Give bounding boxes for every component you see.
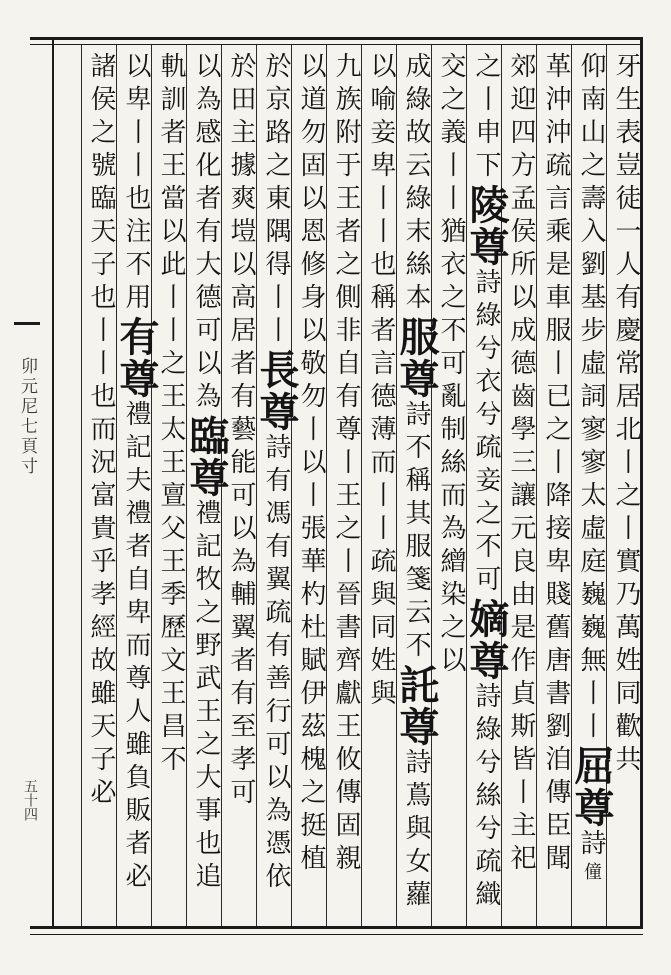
text-run: 九族附于王者之側非自有尊丨王之丨晉書齊獻王攸傳固親 (331, 52, 361, 877)
text-run: 詩綠兮衣兮疏妾之不可 (471, 268, 501, 598)
text-column (393, 52, 440, 922)
margin-top-marks (8, 89, 29, 127)
text-column (568, 52, 615, 922)
headword: 有尊 (113, 316, 160, 400)
text-column (113, 52, 160, 922)
text-column (501, 52, 541, 922)
small-note: 僮 (581, 862, 602, 886)
headword: 陵尊 (463, 184, 510, 268)
text-run: 詩不稱其服箋云不 (401, 400, 431, 664)
text-run: 仰南山之壽入劉基步虛詞寥寥太虛庭巍巍無丨丨 (576, 52, 606, 745)
text-run: 郊迎四方孟侯所以成德齒學三讓元良由是作貞斯皆丨主祀 (506, 52, 536, 877)
text-run: 詩 (576, 829, 606, 862)
bottom-border-rule (30, 926, 643, 929)
text-run: 以喻妾卑丨丨也稱者言德薄而丨丨疏與同姓與 (366, 52, 396, 712)
text-run: 以為感化者有大德可以為 (191, 52, 221, 415)
text-run: 詩蔦與女蘿 (401, 748, 431, 913)
margin-folio: 五十四 (22, 779, 38, 821)
top-border-thin-rule (30, 44, 643, 45)
text-run: 詩綠兮絲兮疏織 (471, 682, 501, 913)
text-run: 詩有馮有翼疏有善行可以為憑依 (261, 433, 291, 895)
text-run: 革沖沖疏言乘是車服丨已之丨降接卑賤舊唐書劉洎傳臣聞 (541, 52, 571, 877)
margin-strip (0, 37, 52, 929)
text-run: 軌訓者王當以此丨丨之王太王亶父王季歷文王昌不 (156, 52, 186, 778)
text-column (431, 52, 471, 922)
text-column (536, 52, 576, 922)
text-column (361, 52, 401, 922)
text-column (183, 52, 230, 922)
text-run: 以道勿固以恩修身以敬勿丨以丨張華杓杜賦伊茲槐之挺植 (296, 52, 326, 877)
top-border-rule (30, 37, 643, 40)
headword: 臨尊 (183, 415, 230, 499)
margin-title: 卯元尼七頁寸 (17, 357, 37, 477)
headword: 服尊 (393, 316, 440, 400)
text-run: 於京路之東隅得丨丨 (261, 52, 291, 349)
text-run: 交之義丨丨猶衣之不可亂制絲而為繒染之以 (436, 52, 466, 679)
text-run: 牙生表豈徒一人有慶常居北丨之丨實乃萬姓同歡共 (611, 52, 641, 778)
text-run: 禮記牧之野武王之大事也追 (191, 499, 221, 895)
text-run: 以卑丨丨也注不用 (121, 52, 151, 316)
text-column (326, 52, 366, 922)
text-run: 之丨申下 (471, 52, 501, 184)
text-column (253, 52, 300, 922)
text-column (151, 52, 191, 922)
headword: 託尊 (393, 664, 440, 748)
text-run: 諸侯之號臨天子也丨丨也而況富貴乎孝經故雖天子必 (86, 52, 116, 811)
headword: 嫡尊 (463, 598, 510, 682)
text-run: 於田主據爽塏以高居者有藝能可以為輔翼者有至孝可 (226, 52, 256, 811)
headword: 屈尊 (568, 745, 615, 829)
headword: 長尊 (253, 349, 300, 433)
fish-tail-mark-icon (14, 322, 40, 349)
text-run: 成綠故云綠末絲本 (401, 52, 431, 316)
text-run: 禮記夫禮者自卑而尊人雖負販者必 (121, 400, 151, 895)
bottom-border-thin-rule (30, 934, 643, 935)
text-column (463, 52, 510, 922)
text-column (81, 52, 121, 922)
margin-rule (52, 37, 54, 929)
text-column (291, 52, 331, 922)
